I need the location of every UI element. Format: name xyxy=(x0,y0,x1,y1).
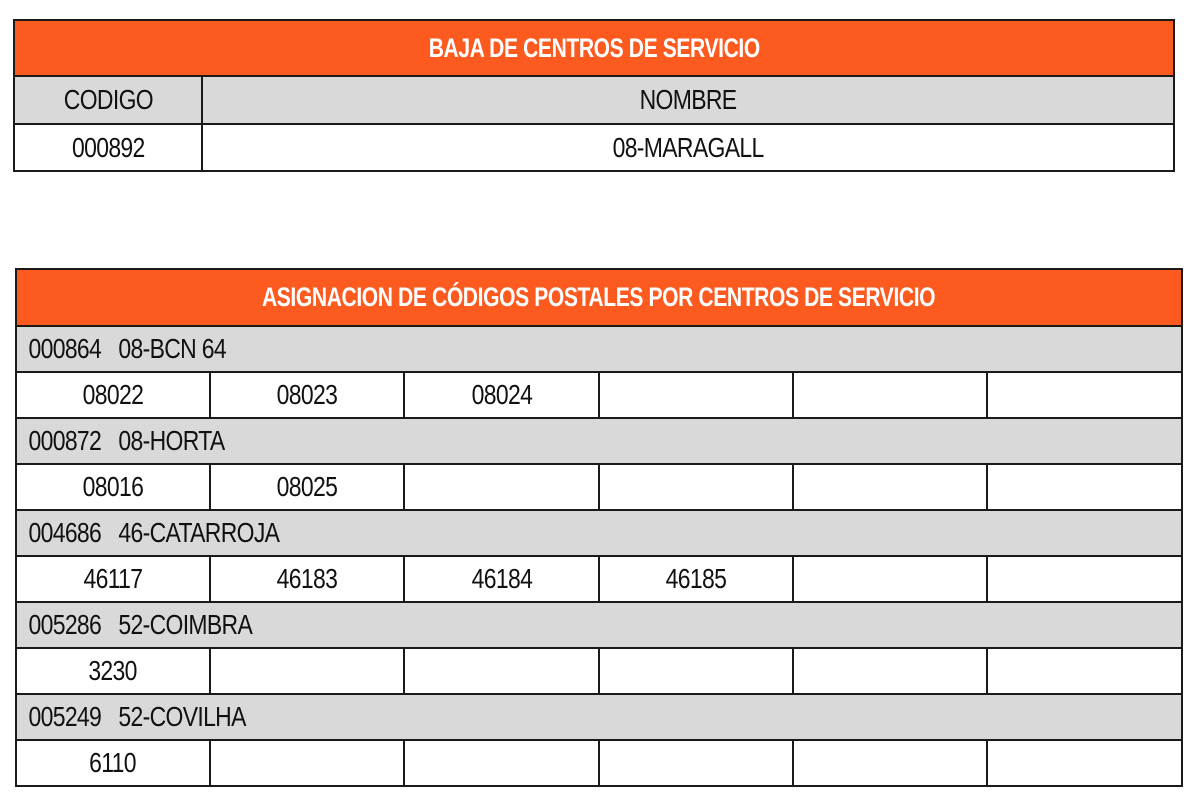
center-label xyxy=(17,425,225,457)
postal-codes-row xyxy=(16,556,1182,602)
center-code: 005286 xyxy=(28,609,102,640)
postal-code-cell xyxy=(16,556,210,602)
postal-code: 08025 xyxy=(276,471,338,502)
center-name: 08-BCN 64 xyxy=(118,333,227,364)
center-code: 005249 xyxy=(28,701,102,732)
postal-code: 3230 xyxy=(88,655,138,686)
center-label xyxy=(17,701,246,733)
center-name: 52-COVILHA xyxy=(118,701,246,732)
center-name: 46-CATARROJA xyxy=(118,517,280,548)
postal-code-cell xyxy=(793,372,987,418)
postal-code-cell xyxy=(16,372,210,418)
postal-code-cell xyxy=(987,648,1182,694)
postal-code: 46183 xyxy=(276,563,338,594)
postal-code-cell xyxy=(987,372,1182,418)
baja-table-title xyxy=(14,20,1174,76)
col-header-codigo: CODIGO xyxy=(14,76,202,124)
postal-code-cell xyxy=(793,556,987,602)
postal-code-cell xyxy=(404,740,599,786)
postal-code-cell xyxy=(210,556,404,602)
postal-code-cell xyxy=(16,464,210,510)
asignacion-codigos-table xyxy=(15,268,1183,787)
postal-code-cell xyxy=(599,556,793,602)
baja-centros-table xyxy=(13,19,1175,172)
center-label xyxy=(17,333,226,365)
baja-row-codigo: 000892 xyxy=(14,124,202,171)
center-label-cell xyxy=(16,510,1182,556)
postal-code: 6110 xyxy=(89,747,137,778)
postal-code-cell xyxy=(599,740,793,786)
postal-code-cell xyxy=(599,648,793,694)
baja-row-nombre: 08-MARAGALL xyxy=(202,124,1174,171)
asignacion-table-title xyxy=(16,269,1182,326)
postal-code: 46117 xyxy=(83,563,143,594)
postal-code-cell xyxy=(793,740,987,786)
postal-code-cell xyxy=(210,740,404,786)
center-group-row xyxy=(16,510,1182,556)
center-name: 08-HORTA xyxy=(118,425,225,456)
center-group-row xyxy=(16,694,1182,740)
postal-code-cell xyxy=(210,464,404,510)
postal-code-cell xyxy=(987,464,1182,510)
center-code: 000872 xyxy=(28,425,102,456)
postal-code-cell xyxy=(16,740,210,786)
postal-code-cell xyxy=(987,556,1182,602)
postal-code-cell xyxy=(404,556,599,602)
postal-codes-row xyxy=(16,372,1182,418)
postal-code-cell xyxy=(16,648,210,694)
postal-codes-row xyxy=(16,740,1182,786)
center-label xyxy=(17,517,279,549)
postal-codes-row xyxy=(16,464,1182,510)
center-group-row xyxy=(16,326,1182,372)
center-label-cell xyxy=(16,694,1182,740)
postal-code-cell xyxy=(599,464,793,510)
postal-code-cell xyxy=(599,372,793,418)
center-label xyxy=(17,609,252,641)
postal-code: 08016 xyxy=(82,471,144,502)
postal-code: 46184 xyxy=(471,563,532,594)
center-name: 52-COIMBRA xyxy=(118,609,253,640)
postal-code-cell xyxy=(210,372,404,418)
center-code: 000864 xyxy=(28,333,102,364)
postal-code-cell xyxy=(404,372,599,418)
postal-codes-row xyxy=(16,648,1182,694)
postal-code: 08022 xyxy=(82,379,144,410)
col-header-nombre: NOMBRE xyxy=(202,76,1174,124)
center-code: 004686 xyxy=(28,517,102,548)
postal-code-cell xyxy=(793,464,987,510)
center-label-cell xyxy=(16,418,1182,464)
asignacion-title-text: ASIGNACION DE CÓDIGOS POSTALES POR CENTROS DE SERVICIO xyxy=(262,282,936,312)
center-label-cell xyxy=(16,326,1182,372)
postal-code: 46185 xyxy=(665,563,727,594)
postal-code-cell xyxy=(404,648,599,694)
postal-code-cell xyxy=(210,648,404,694)
postal-code: 08024 xyxy=(471,379,532,410)
postal-code-cell xyxy=(987,740,1182,786)
postal-code: 08023 xyxy=(276,379,338,410)
postal-code-cell xyxy=(793,648,987,694)
center-group-row xyxy=(16,418,1182,464)
postal-code-cell xyxy=(404,464,599,510)
baja-title-text: BAJA DE CENTROS DE SERVICIO xyxy=(428,32,760,63)
center-label-cell xyxy=(16,602,1182,648)
center-group-row xyxy=(16,602,1182,648)
